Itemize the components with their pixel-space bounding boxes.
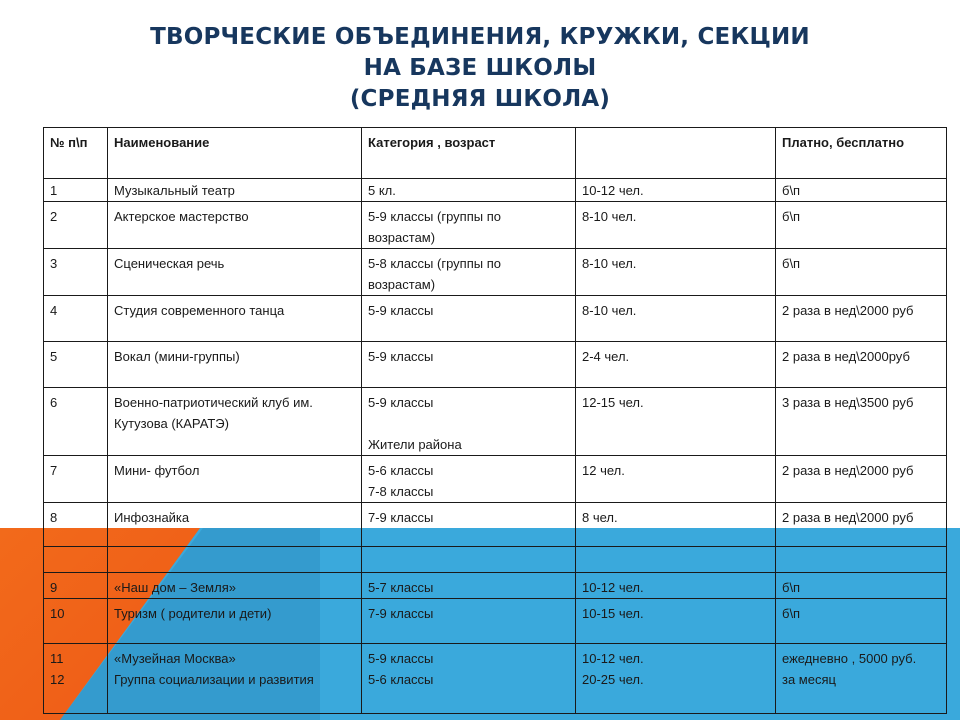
table-row [44,599,947,644]
cell-name [108,249,362,296]
cell-count [576,573,776,599]
cell-line: 7-9 классы [368,606,434,621]
cell-line: 2 раза в нед\2000 руб [782,463,914,478]
header-count [576,128,776,179]
cell-name [108,179,362,202]
cell-name [108,547,362,573]
cell-count [576,179,776,202]
cell-name [108,202,362,249]
title-line-2: НА БАЗЕ ШКОЛЫ [363,55,597,81]
cell-payment [776,388,947,456]
title-line-3: (СРЕДНЯЯ ШКОЛА) [349,86,611,112]
cell-line: б\п [782,606,801,621]
cell-line: 5-9 классы [368,303,434,318]
cell-num [44,573,108,599]
cell-line: 10-12 чел. [582,580,644,595]
cell-line: 7-9 классы [368,510,434,525]
cell-line: 4 [50,303,58,318]
cell-payment [776,179,947,202]
cell-line: «Наш дом – Земля» [114,580,236,595]
table-row [44,644,947,714]
cell-line [114,551,355,572]
cell-line: 5-7 классы [368,580,434,595]
cell-line: Военно-патриотический клуб им. [114,395,313,410]
cell-line [582,551,769,572]
cell-category [362,573,576,599]
cell-line: 8 чел. [582,510,618,525]
cell-line: 12 чел. [582,463,625,478]
cell-name [108,599,362,644]
cell-line: 7-8 классы [368,484,434,499]
cell-name [108,388,362,456]
cell-category [362,388,576,456]
cell-num [44,296,108,342]
cell-line: 5-9 классы [368,651,434,666]
cell-line: 5 кл. [368,183,396,198]
cell-count [576,456,776,503]
cell-line: 5-9 классы [368,349,434,364]
cell-line: за месяц [782,672,836,687]
cell-line [368,551,569,572]
cell-payment [776,573,947,599]
cell-num [44,644,108,714]
header-num: № п\п [44,128,108,179]
cell-line: Кутузова (КАРАТЭ) [114,416,229,431]
cell-line: Сценическая речь [114,256,225,271]
header-category: Категория , возраст [362,128,576,179]
cell-line: 8-10 чел. [582,303,637,318]
cell-count [576,388,776,456]
cell-line [50,551,101,572]
cell-name [108,296,362,342]
cell-line: возрастам) [368,230,436,245]
cell-num [44,547,108,573]
cell-category [362,599,576,644]
cell-line: б\п [782,183,801,198]
cell-line: 8 [50,510,58,525]
cell-category [362,296,576,342]
cell-category [362,503,576,547]
table-row [44,547,947,573]
cell-line: б\п [782,256,801,271]
cell-line: 2 раза в нед\2000 руб [782,510,914,525]
cell-payment [776,249,947,296]
cell-payment [776,503,947,547]
table-row [44,179,947,202]
cell-line: 3 раза в нед\3500 руб [782,395,914,410]
cell-line: 5 [50,349,58,364]
header-name: Наименование [108,128,362,179]
cell-count [576,547,776,573]
cell-count [576,644,776,714]
cell-line: Актерское мастерство [114,209,249,224]
cell-line: 3 [50,256,58,271]
cell-line: 1 [50,183,58,198]
cell-line: 11 [50,651,64,666]
cell-count [576,503,776,547]
table-row [44,202,947,249]
cell-category [362,249,576,296]
cell-line: б\п [782,209,801,224]
table-row [44,456,947,503]
cell-line: 20-25 чел. [582,672,644,687]
cell-line: Студия современного танца [114,303,285,318]
table-row [44,249,947,296]
cell-payment [776,202,947,249]
cell-line: 10-15 чел. [582,606,644,621]
cell-payment [776,296,947,342]
table-row [44,296,947,342]
cell-line: Инфознайка [114,510,190,525]
cell-line: Мини- футбол [114,463,200,478]
cell-payment [776,547,947,573]
cell-line: 12-15 чел. [582,395,644,410]
cell-count [576,599,776,644]
cell-line: 8-10 чел. [582,256,637,271]
cell-num [44,456,108,503]
cell-line: 5-6 классы [368,672,434,687]
cell-line: 2-4 чел. [582,349,630,364]
cell-line: 5-9 классы (группы по [368,209,501,224]
table-row [44,573,947,599]
cell-line: 8-10 чел. [582,209,637,224]
cell-line: «Музейная Москва» [114,651,236,666]
cell-num [44,503,108,547]
cell-line: Музыкальный театр [114,183,235,198]
cell-line: 2 раза в нед\2000руб [782,349,910,364]
cell-count [576,296,776,342]
cell-name [108,342,362,388]
cell-line [368,413,569,434]
cell-line: Жители района [368,437,462,452]
cell-line: 2 [50,209,58,224]
cell-line: 12 [50,672,65,687]
cell-payment [776,456,947,503]
cell-category [362,179,576,202]
cell-category [362,644,576,714]
title-line-1: ТВОРЧЕСКИЕ ОБЪЕДИНЕНИЯ, КРУЖКИ, СЕКЦИИ [150,24,810,50]
cell-line: 5-8 классы (группы по [368,256,501,271]
cell-category [362,547,576,573]
cell-line: 2 раза в нед\2000 руб [782,303,914,318]
cell-line: возрастам) [368,277,436,292]
cell-count [576,202,776,249]
cell-line: 10 [50,606,65,621]
cell-line: б\п [782,580,801,595]
cell-num [44,388,108,456]
cell-category [362,202,576,249]
cell-line: 9 [50,580,58,595]
cell-name [108,503,362,547]
cell-line: 5-9 классы [368,395,434,410]
clubs-table [43,127,947,714]
cell-line: 5-6 классы [368,463,434,478]
cell-num [44,342,108,388]
cell-count [576,249,776,296]
cell-line: Группа социализации и развития [114,672,314,687]
cell-line: 10-12 чел. [582,651,644,666]
cell-name [108,644,362,714]
table-row [44,388,947,456]
cell-num [44,599,108,644]
cell-count [576,342,776,388]
slide-title [0,22,960,115]
cell-line: ежедневно , 5000 руб. [782,651,917,666]
cell-category [362,342,576,388]
cell-category [362,456,576,503]
cell-line: 7 [50,463,58,478]
cell-line: 10-12 чел. [582,183,644,198]
cell-name [108,456,362,503]
cell-payment [776,599,947,644]
cell-num [44,179,108,202]
cell-line: 6 [50,395,58,410]
table-row [44,503,947,547]
cell-line: Вокал (мини-группы) [114,349,240,364]
cell-num [44,202,108,249]
cell-line [782,551,940,572]
table-header-row [44,128,947,179]
cell-line: Туризм ( родители и дети) [114,606,272,621]
header-payment: Платно, бесплатно [776,128,947,179]
cell-num [44,249,108,296]
cell-payment [776,644,947,714]
cell-payment [776,342,947,388]
cell-name [108,573,362,599]
table-row [44,342,947,388]
